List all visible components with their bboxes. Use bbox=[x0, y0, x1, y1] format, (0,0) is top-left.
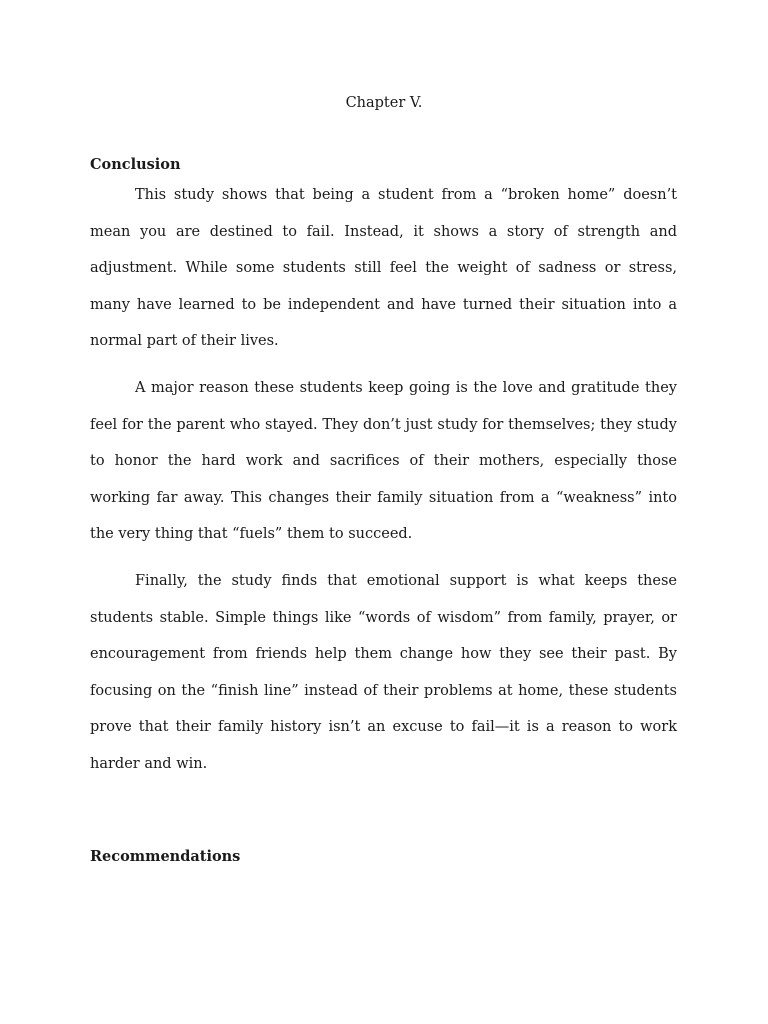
conclusion-paragraph-3: Finally, the study finds that emotional support is what keeps these students stable. Simple things like “words of wisdom” from family, prayer, or encouragement from friends help them change how they see their past. By focusing on the “finish line” instead of their problems at home, these students prove that their family history isn’t an excuse to fail—it is a reason to work harder and win. bbox=[90, 573, 677, 772]
conclusion-paragraph-2: A major reason these students keep going is the love and gratitude they feel for the parent who stayed. They don’t just study for themselves; they study to honor the hard work and sacrifices of their mothers, especially those working far away. This changes their family situation from a “weakness” into the very thing that “fuels” them to succeed. bbox=[90, 380, 677, 542]
recommendations-heading: Recommendations bbox=[90, 848, 241, 865]
conclusion-heading: Conclusion bbox=[90, 156, 181, 173]
conclusion-paragraph-1: This study shows that being a student from a “broken home” doesn’t mean you are destined to fail. Instead, it shows a story of strength and adjustment. While some students still feel the weight of sadness or stress, many have learned to be independent and have turned their situation into a normal part of their lives. bbox=[90, 187, 677, 349]
chapter-title: Chapter V. bbox=[345, 95, 423, 111]
